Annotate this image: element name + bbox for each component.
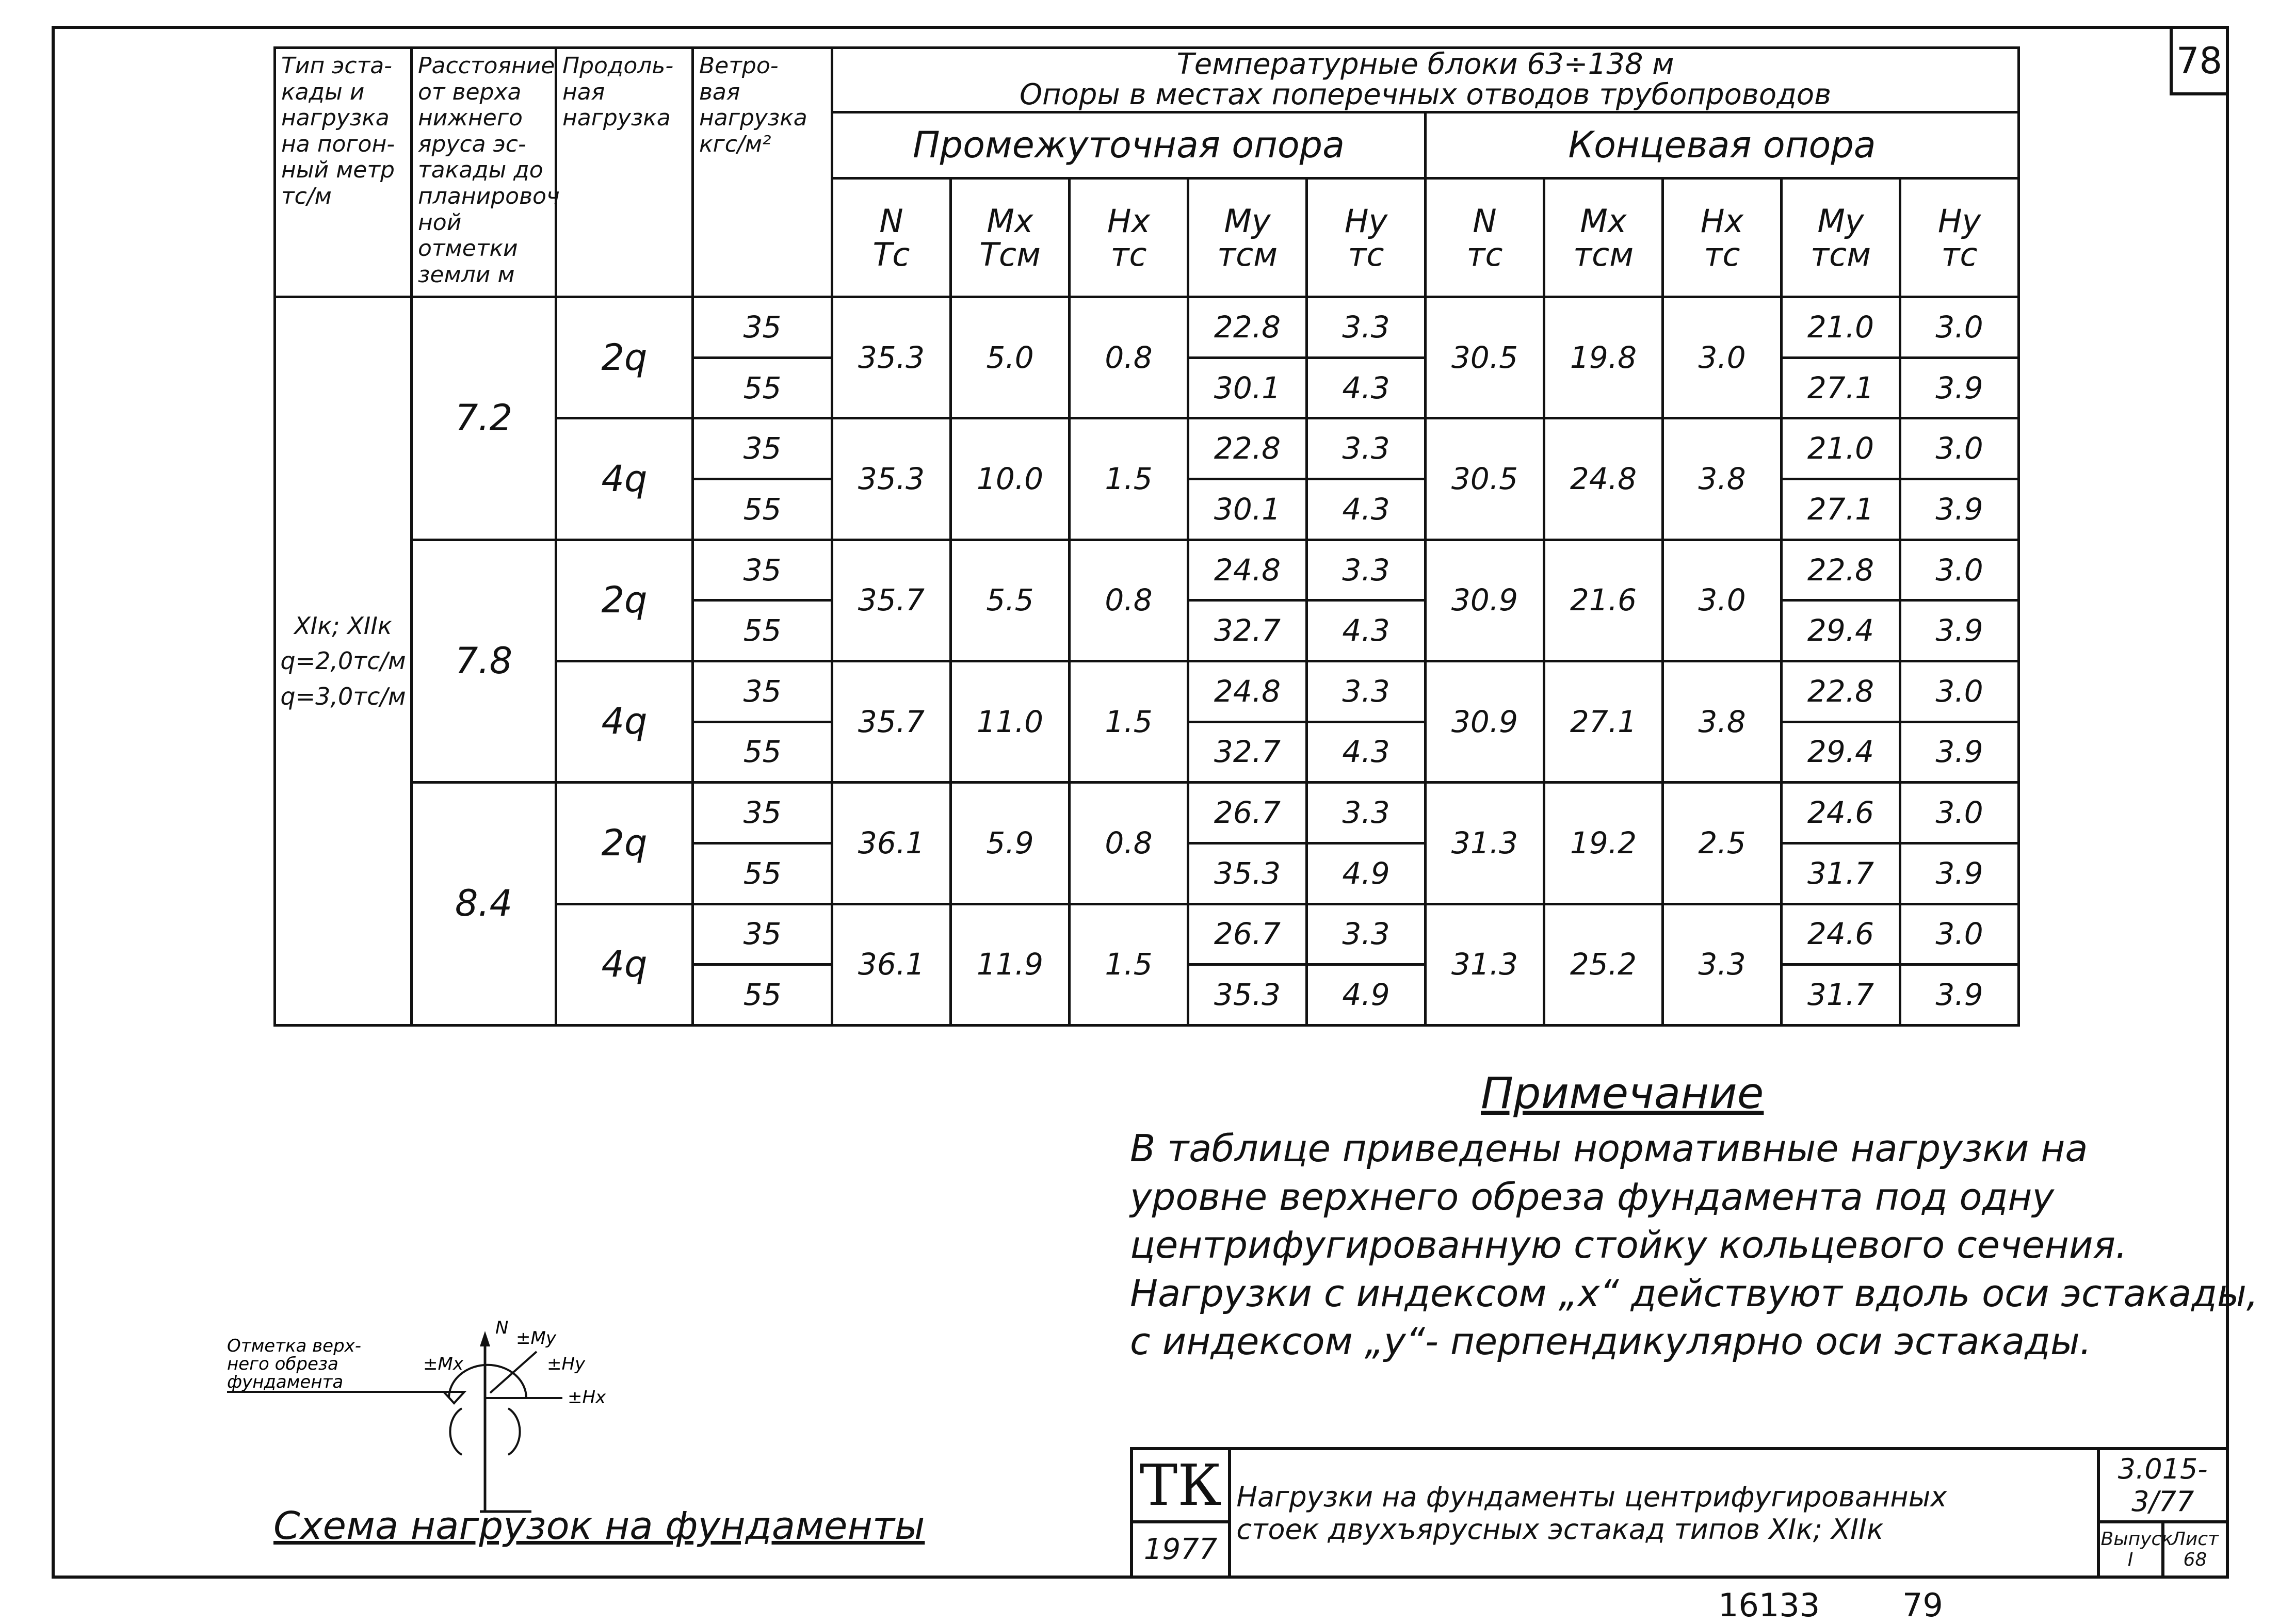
end-Hy: 3.0 — [1900, 783, 2019, 843]
end-Hy: 3.0 — [1900, 904, 2019, 965]
end-Hy: 3.9 — [1900, 358, 2019, 418]
intermediate-Mx: 5.9 — [951, 783, 1070, 904]
col-header-unit: тсм — [1573, 235, 1634, 273]
end-Hx: 3.0 — [1663, 540, 1782, 661]
intermediate-Hy: 4.3 — [1307, 358, 1426, 418]
col-header-unit: тсм — [1811, 235, 1871, 273]
end-Mx: 25.2 — [1544, 904, 1663, 1025]
scheme-label-3: фундамента — [227, 1372, 344, 1392]
end-N: 30.9 — [1426, 540, 1544, 661]
scheme-label-1: Отметка верх- — [227, 1336, 362, 1356]
end-Hy: 3.0 — [1900, 661, 2019, 722]
intermediate-N: 35.7 — [832, 540, 951, 661]
intermediate-Mx: 11.9 — [951, 904, 1070, 1025]
intermediate-N: 36.1 — [832, 783, 951, 904]
end-My: 31.7 — [1782, 843, 1900, 904]
table-row — [275, 540, 2019, 600]
end-Hy: 3.9 — [1900, 965, 2019, 1026]
arrow-N — [480, 1331, 490, 1346]
col-header — [1070, 178, 1188, 297]
intermediate-My: 26.7 — [1188, 904, 1307, 965]
wind-cell: 55 — [693, 843, 832, 904]
header-wind: Ветро- вая нагрузка кгс/м² — [693, 48, 832, 297]
note-text — [1130, 1125, 2258, 1366]
end-My: 24.6 — [1782, 904, 1900, 965]
end-Hy: 3.0 — [1900, 297, 2019, 358]
scheme-Mx: ±Mx — [423, 1354, 463, 1374]
end-My: 29.4 — [1782, 722, 1900, 783]
end-My: 27.1 — [1782, 479, 1900, 540]
load-cell: 2q — [556, 297, 693, 418]
header-end: Концевая опора — [1426, 112, 2019, 178]
end-My: 21.0 — [1782, 418, 1900, 479]
col-header — [1900, 178, 2019, 297]
wind-cell: 35 — [693, 904, 832, 965]
table-row — [275, 783, 2019, 843]
intermediate-My: 22.8 — [1188, 418, 1307, 479]
header-temp-line2: Опоры в местах поперечных отводов трубопроводов — [1019, 78, 1832, 112]
note-line: с индексом „y“- перпендикулярно оси эстакады. — [1130, 1320, 2092, 1363]
intermediate-Hy: 4.9 — [1307, 843, 1426, 904]
wind-cell: 55 — [693, 358, 832, 418]
end-My: 31.7 — [1782, 965, 1900, 1026]
bottom-number: 16133 — [1718, 1586, 1820, 1624]
stamp-sheet-value: 68 — [2183, 1549, 2207, 1570]
distance-cell: 8.4 — [412, 783, 556, 1026]
col-header-name: My — [1817, 202, 1864, 240]
table-row — [275, 297, 2019, 358]
col-header — [832, 178, 951, 297]
intermediate-Hy: 4.3 — [1307, 722, 1426, 783]
intermediate-N: 35.7 — [832, 661, 951, 782]
page-number: 78 — [2170, 26, 2229, 95]
end-Mx: 21.6 — [1544, 540, 1663, 661]
intermediate-Hy: 3.3 — [1307, 904, 1426, 965]
load-cell: 4q — [556, 904, 693, 1025]
note-line: В таблице приведены нормативные нагрузки на — [1130, 1127, 2088, 1170]
col-header-name: Mx — [987, 202, 1033, 240]
wind-cell: 55 — [693, 722, 832, 783]
col-header-unit: тс — [1348, 235, 1384, 273]
stamp-title-line1: Нагрузки на фундаменты центрифугированных — [1236, 1480, 1947, 1513]
arrow-Hy — [490, 1352, 537, 1393]
end-Hx: 2.5 — [1663, 783, 1782, 904]
end-Hx: 3.3 — [1663, 904, 1782, 1025]
intermediate-Hx: 1.5 — [1070, 904, 1188, 1025]
intermediate-Hy: 3.3 — [1307, 297, 1426, 358]
end-N: 30.9 — [1426, 661, 1544, 782]
intermediate-Mx: 11.0 — [951, 661, 1070, 782]
end-Hx: 3.8 — [1663, 418, 1782, 540]
stamp-title-line2: стоек двухъярусных эстакад типов XIк; XIIк — [1236, 1513, 1884, 1546]
col-header-unit: тс — [1704, 235, 1740, 273]
type-line: XIк; XIIк — [294, 612, 392, 640]
intermediate-Hy: 4.9 — [1307, 965, 1426, 1026]
col-header-name: Hx — [1107, 202, 1151, 240]
col-header-unit: Тсм — [979, 235, 1041, 273]
col-header-name: My — [1224, 202, 1271, 240]
distance-cell: 7.8 — [412, 540, 556, 783]
stamp-issue — [2098, 1522, 2173, 1577]
col-header-unit: Тс — [872, 235, 910, 273]
col-header — [1663, 178, 1782, 297]
type-line: q=2,0тс/м — [280, 647, 406, 675]
col-header-name: Hy — [1344, 202, 1388, 240]
col-header-unit: тс — [1941, 235, 1978, 273]
intermediate-N: 35.3 — [832, 297, 951, 418]
col-header-name: Hy — [1937, 202, 1981, 240]
col-header — [951, 178, 1070, 297]
intermediate-Hx: 1.5 — [1070, 418, 1188, 540]
bottom-numbers — [1718, 1586, 2015, 1624]
header-temp-line1: Температурные блоки 63÷138 м — [1176, 47, 1674, 82]
header-longitudinal: Продоль- ная нагрузка — [556, 48, 693, 297]
end-My: 21.0 — [1782, 297, 1900, 358]
load-cell: 4q — [556, 661, 693, 782]
intermediate-My: 30.1 — [1188, 358, 1307, 418]
scheme-N: N — [495, 1321, 509, 1338]
end-Hy: 3.9 — [1900, 600, 2019, 661]
col-header — [1307, 178, 1426, 297]
end-Hy: 3.0 — [1900, 540, 2019, 600]
col-header — [1426, 178, 1544, 297]
stamp-sheet — [2163, 1522, 2227, 1577]
scheme-My: ±My — [516, 1328, 556, 1349]
header-intermediate: Промежуточная опора — [832, 112, 1426, 178]
intermediate-Mx: 5.5 — [951, 540, 1070, 661]
wind-cell: 35 — [693, 297, 832, 358]
intermediate-My: 32.7 — [1188, 600, 1307, 661]
stamp-year: 1977 — [1132, 1522, 1230, 1577]
intermediate-My: 32.7 — [1188, 722, 1307, 783]
intermediate-My: 30.1 — [1188, 479, 1307, 540]
wind-cell: 35 — [693, 540, 832, 600]
col-header-name: Mx — [1580, 202, 1627, 240]
stamp-sheet-label: Лист — [2171, 1528, 2219, 1550]
intermediate-My: 35.3 — [1188, 965, 1307, 1026]
end-N: 30.5 — [1426, 297, 1544, 418]
loads-table — [273, 46, 2020, 1027]
intermediate-N: 36.1 — [832, 904, 951, 1025]
wind-cell: 35 — [693, 783, 832, 843]
end-Mx: 19.2 — [1544, 783, 1663, 904]
end-My: 24.6 — [1782, 783, 1900, 843]
intermediate-My: 22.8 — [1188, 297, 1307, 358]
scheme-label-2: него обреза — [227, 1354, 338, 1374]
end-Hy: 3.9 — [1900, 479, 2019, 540]
distance-cell: 7.2 — [412, 297, 556, 540]
note-line: уровне верхнего обреза фундамента под одну — [1130, 1175, 2055, 1219]
end-My: 29.4 — [1782, 600, 1900, 661]
end-Mx: 24.8 — [1544, 418, 1663, 540]
end-Hy: 3.9 — [1900, 722, 2019, 783]
load-cell: 2q — [556, 540, 693, 661]
scheme-Hx: ±Hx — [568, 1387, 606, 1408]
end-Hx: 3.8 — [1663, 661, 1782, 782]
stamp-org: ТК — [1132, 1449, 1230, 1522]
intermediate-Hy: 4.3 — [1307, 600, 1426, 661]
col-header — [1782, 178, 1900, 297]
col-header-unit: тс — [1466, 235, 1503, 273]
intermediate-My: 24.8 — [1188, 661, 1307, 722]
end-Hy: 3.9 — [1900, 843, 2019, 904]
col-header-name: N — [1473, 202, 1497, 240]
stamp-code: 3.015-3/77 — [2098, 1449, 2228, 1522]
end-My: 27.1 — [1782, 358, 1900, 418]
col-header — [1188, 178, 1307, 297]
end-Mx: 27.1 — [1544, 661, 1663, 782]
note-line: Нагрузки с индексом „x“ действуют вдоль оси эстакады, — [1130, 1271, 2258, 1315]
col-header — [1544, 178, 1663, 297]
wind-cell: 35 — [693, 418, 832, 479]
intermediate-Hy: 4.3 — [1307, 479, 1426, 540]
intermediate-Hy: 3.3 — [1307, 661, 1426, 722]
col-header-unit: тсм — [1217, 235, 1278, 273]
stamp-title — [1230, 1449, 2098, 1577]
end-My: 22.8 — [1782, 661, 1900, 722]
type-cell — [275, 297, 412, 1026]
wind-cell: 55 — [693, 965, 832, 1026]
load-scheme-diagram — [227, 1321, 691, 1517]
stamp-issue-value: I — [2127, 1549, 2133, 1570]
intermediate-Hx: 0.8 — [1070, 540, 1188, 661]
col-header-name: Hx — [1700, 202, 1744, 240]
header-distance: Расстояние от верха нижнего яруса эс- такады до планировоч ной отметки земли м — [412, 48, 556, 297]
stamp-issue-label: Выпуск — [2100, 1528, 2173, 1550]
load-cell: 4q — [556, 418, 693, 540]
note-line: центрифугированную стойку кольцевого сечения. — [1130, 1223, 2127, 1267]
intermediate-My: 26.7 — [1188, 783, 1307, 843]
intermediate-N: 35.3 — [832, 418, 951, 540]
end-N: 30.5 — [1426, 418, 1544, 540]
end-N: 31.3 — [1426, 783, 1544, 904]
bottom-number: 79 — [1902, 1586, 1943, 1624]
intermediate-Hy: 3.3 — [1307, 418, 1426, 479]
intermediate-Hx: 0.8 — [1070, 297, 1188, 418]
intermediate-My: 35.3 — [1188, 843, 1307, 904]
type-line: q=3,0тс/м — [280, 682, 406, 710]
intermediate-My: 24.8 — [1188, 540, 1307, 600]
end-Hy: 3.0 — [1900, 418, 2019, 479]
header-temperature — [832, 48, 2019, 112]
title-block — [1130, 1447, 2229, 1579]
note-title: Примечание — [1481, 1068, 1764, 1118]
intermediate-Hy: 3.3 — [1307, 540, 1426, 600]
end-N: 31.3 — [1426, 904, 1544, 1025]
end-Hx: 3.0 — [1663, 297, 1782, 418]
wind-cell: 55 — [693, 479, 832, 540]
wind-cell: 35 — [693, 661, 832, 722]
intermediate-Hx: 1.5 — [1070, 661, 1188, 782]
col-header-unit: тс — [1110, 235, 1147, 273]
intermediate-Hy: 3.3 — [1307, 783, 1426, 843]
col-header-name: N — [879, 202, 903, 240]
scheme-title: Схема нагрузок на фундаменты — [273, 1504, 925, 1548]
end-My: 22.8 — [1782, 540, 1900, 600]
load-cell: 2q — [556, 783, 693, 904]
intermediate-Hx: 0.8 — [1070, 783, 1188, 904]
wind-cell: 55 — [693, 600, 832, 661]
scheme-Hy: ±Hy — [547, 1354, 586, 1374]
intermediate-Mx: 5.0 — [951, 297, 1070, 418]
header-type: Тип эста- кады и нагрузка на погон- ный метр тс/м — [275, 48, 412, 297]
intermediate-Mx: 10.0 — [951, 418, 1070, 540]
end-Mx: 19.8 — [1544, 297, 1663, 418]
